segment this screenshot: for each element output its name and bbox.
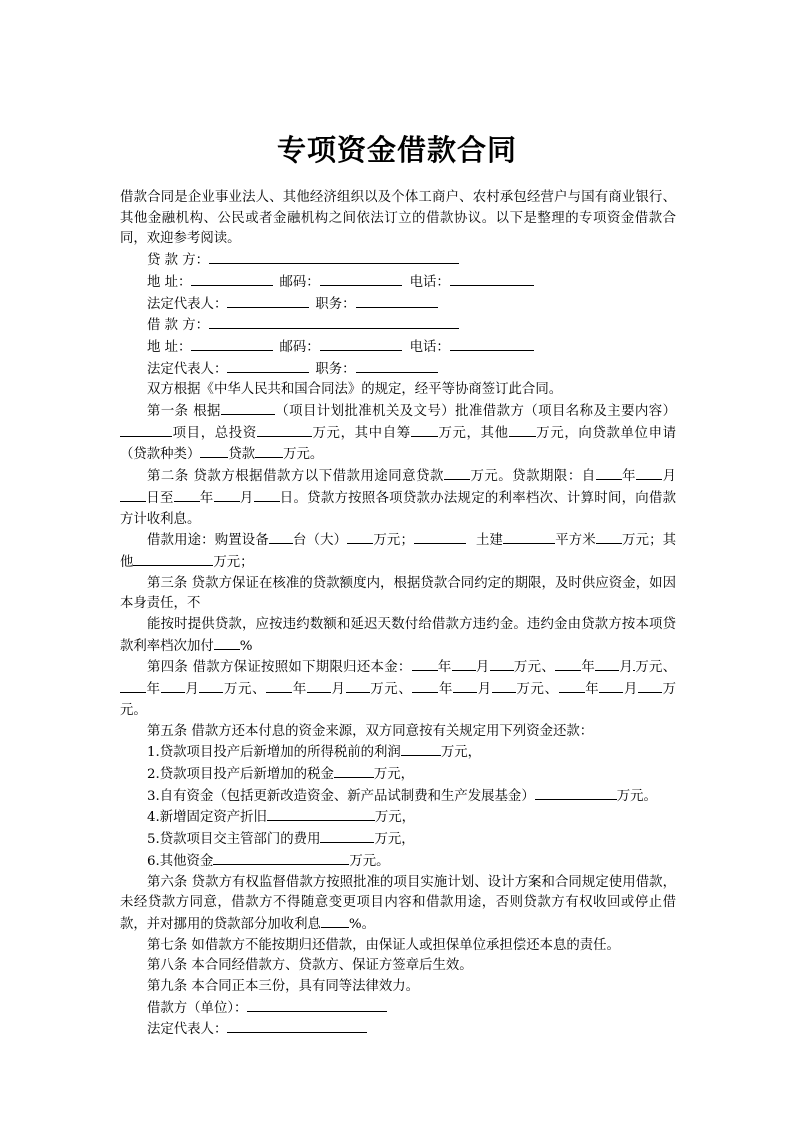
borrower-title-blank[interactable]	[356, 359, 438, 373]
a2-start-day-blank[interactable]	[120, 488, 146, 502]
lender-addr-label: 地 址：	[147, 274, 192, 290]
lender-label: 贷 款 方：	[147, 253, 210, 269]
usage-other-blank[interactable]	[133, 552, 213, 566]
sign-rep-line: 法定代表人：	[120, 1019, 676, 1041]
lender-title-blank[interactable]	[356, 294, 438, 308]
a1-project-blank[interactable]	[120, 423, 172, 437]
article-5: 第五条 借款方还本付息的资金来源，双方同意按有关规定用下列资金还款：	[147, 723, 594, 739]
borrower-addr-label: 地 址：	[147, 339, 192, 355]
sign-borrower-blank[interactable]	[247, 998, 387, 1012]
a5-item-6: 6.其他资金 万元。	[120, 851, 676, 873]
a1-self-blank[interactable]	[411, 423, 438, 437]
loan-usage: 借款用途：购置设备 台（大） 万元； 土建 平方米 万元；其他 万元；	[120, 530, 676, 573]
borrower-address-line	[120, 337, 676, 359]
article-1: 第一条 根据 （项目计划批准机关及文号）批准借款方（项目名称及主要内容）项目，总投资 万元，其中自筹 万元，其他 万元，向贷款单位申请（贷款种类） 贷款 万元。	[120, 401, 676, 466]
borrower-rep-label: 法定代表人：	[147, 361, 228, 377]
a2-start-year-blank[interactable]	[596, 466, 622, 480]
a1-type-blank[interactable]	[200, 444, 228, 458]
a5-item-3: 3.自有资金（包括更新改造资金、新产品试制费和生产发展基金） 万元。	[120, 786, 676, 808]
a2-end-year-blank[interactable]	[174, 488, 200, 502]
borrower-label: 借 款 方：	[147, 318, 210, 334]
lender-postcode-label: 邮码：	[279, 274, 320, 290]
borrower-phone-label: 电话：	[409, 339, 450, 355]
a1-total-blank[interactable]	[257, 423, 312, 437]
a3-rate-blank[interactable]	[214, 636, 240, 650]
lender-phone-label: 电话：	[409, 274, 450, 290]
a1-amount-blank[interactable]	[255, 444, 283, 458]
lender-addr-blank[interactable]	[191, 272, 273, 286]
borrower-addr-blank[interactable]	[191, 337, 273, 351]
a2-amount-blank[interactable]	[444, 466, 470, 480]
article-8: 第八条 本合同经借款方、贷款方、保证方签章后生效。	[147, 958, 473, 974]
a2-end-month-blank[interactable]	[214, 488, 240, 502]
a6-rate-blank[interactable]	[321, 914, 349, 928]
article-3-part-1: 第三条 贷款方保证在核准的贷款额度内，根据贷款合同约定的期限，及时供应资金，如因本身责任，不	[120, 575, 676, 612]
lender-title-label: 职务：	[315, 296, 356, 312]
lender-name-line	[120, 250, 676, 272]
borrower-name-line	[120, 315, 676, 337]
a2-start-month-blank[interactable]	[636, 466, 662, 480]
lender-rep-line	[120, 294, 676, 316]
article-9: 第九条 本合同正本三份，具有同等法律效力。	[147, 979, 420, 995]
article-6: 第六条 贷款方有权监督借款方按照批准的项目实施计划、设计方案和合同规定使用借款，未经贷款方同意，借款方不得随意变更项目内容和借款用途，否则贷款方有权收回或停止借款，并对挪用的贷款部分加收利息 %。	[120, 874, 676, 932]
lender-name-blank[interactable]	[209, 250, 459, 264]
lender-phone-blank[interactable]	[450, 272, 534, 286]
usage-item-blank[interactable]	[414, 530, 466, 544]
a1-other-blank[interactable]	[509, 423, 536, 437]
borrower-phone-blank[interactable]	[450, 337, 534, 351]
usage-build-amount-blank[interactable]	[596, 530, 622, 544]
usage-units-blank[interactable]	[269, 530, 293, 544]
a2-end-day-blank[interactable]	[254, 488, 280, 502]
lender-rep-blank[interactable]	[227, 294, 309, 308]
lender-address-line	[120, 272, 676, 294]
lender-postcode-blank[interactable]	[320, 272, 402, 286]
lender-rep-label: 法定代表人：	[147, 296, 228, 312]
document-body	[120, 188, 676, 1041]
article-2: 第二条 贷款方根据借款方以下借款用途同意贷款 万元。贷款期限：自 年 月日至 年 月 日。贷款方按照各项贷款办法规定的利率档次、计算时间，向借款方计收利息。	[120, 466, 676, 530]
borrower-rep-blank[interactable]	[227, 359, 309, 373]
borrower-postcode-blank[interactable]	[320, 337, 402, 351]
article-4: 第四条 借款方保证按照如下期限归还本金： 年 月 万元、 年 月 万元、年 月 万元、 年 月 万元、 年 月 万元、 年 月 万元。	[120, 657, 676, 721]
usage-equip-amount-blank[interactable]	[347, 530, 373, 544]
article-3-part-2: 能按时提供贷款，应按违约数额和延迟天数付给借款方违约金。违约金由贷款方按本项贷款利率档次加付 %	[120, 617, 676, 654]
a5-item-2: 2.贷款项目投产后新增加的税金 万元，	[120, 764, 676, 786]
sign-borrower-line: 借款方（单位）：	[120, 998, 676, 1020]
document-title: 专项资金借款合同	[276, 133, 517, 167]
usage-area-blank[interactable]	[503, 530, 555, 544]
borrower-name-blank[interactable]	[209, 315, 459, 329]
a5-item-4: 4.新增固定资产折旧 万元，	[120, 807, 676, 829]
a5-item-1: 1.贷款项目投产后新增加的所得税前的利润 万元，	[120, 742, 676, 764]
borrower-title-label: 职务：	[315, 361, 356, 377]
a1-approval-blank[interactable]	[221, 401, 275, 415]
preamble: 双方根据《中华人民共和国合同法》的规定，经平等协商签订此合同。	[147, 382, 563, 398]
article-7: 第七条 如借款方不能按期归还借款，由保证人或担保单位承担偿还本息的责任。	[147, 937, 620, 953]
intro-paragraph: 借款合同是企业事业法人、其他经济组织以及个体工商户、农村承包经营户与国有商业银行、其他金融机构、公民或者金融机构之间依法订立的借款协议。以下是整理的专项资金借款合同，欢迎参考阅读。	[120, 190, 676, 247]
a5-item-5: 5.贷款项目交主管部门的费用 万元，	[120, 829, 676, 851]
sign-rep-blank[interactable]	[227, 1019, 367, 1033]
borrower-rep-line	[120, 359, 676, 381]
borrower-postcode-label: 邮码：	[279, 339, 320, 355]
